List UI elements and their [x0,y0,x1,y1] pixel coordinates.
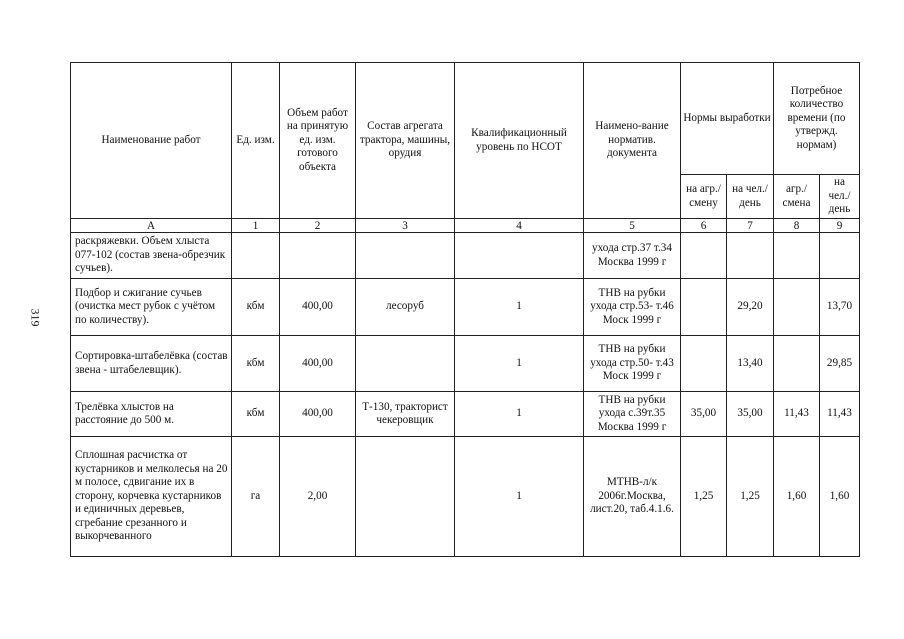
cell-composition [356,437,455,557]
cell-norm-agr [681,279,727,336]
cell-composition: Т-130, тракторист чекеровщик [356,392,455,437]
cell-document: ТНВ на рубки ухода с.39т.35 Москва 1999 г [584,392,681,437]
cell-document: ТНВ на рубки ухода стр.50- т.43 Моск 1999 г [584,336,681,392]
cell-time-man: 11,43 [820,392,860,437]
header-time-agr: агр./ смена [774,175,820,219]
cell-composition [356,336,455,392]
table-row [71,437,860,557]
header-time-group: Потребное количество времени (по утвержд. нормам) [774,63,860,175]
cell-work-name: Сплошная расчистка от кустарников и мелколесья на 20 м полосе, сдвигание их в сторону, корчевка кустарников и единичных деревьев, сгребание срезанного и выкорчеванного [71,437,232,557]
cell-qualification: 1 [455,392,584,437]
cell-work-name: Сортировка-штабелёвка (состав звена - штабелевщик). [71,336,232,392]
header-work-name: Наименование работ [71,63,232,219]
index-cell: 7 [727,219,774,233]
cell-time-agr: 11,43 [774,392,820,437]
header-norms-agr: на агр./ смену [681,175,727,219]
cell-time-man: 13,70 [820,279,860,336]
cell-unit: га [232,437,280,557]
index-cell: 9 [820,219,860,233]
cell-unit: кбм [232,392,280,437]
table-row [71,233,860,279]
index-cell: 2 [280,219,356,233]
index-cell: 3 [356,219,455,233]
cell-volume: 400,00 [280,392,356,437]
cell-qualification [455,233,584,279]
cell-time-man: 1,60 [820,437,860,557]
index-cell: А [71,219,232,233]
table-row [71,336,860,392]
cell-volume: 400,00 [280,336,356,392]
index-cell: 4 [455,219,584,233]
cell-norm-agr: 1,25 [681,437,727,557]
header-volume: Объем работ на принятую ед. изм. готового объекта [280,63,356,219]
cell-document: МТНВ-л/к 2006г.Москва, лист.20, таб.4.1.6. [584,437,681,557]
cell-time-agr [774,233,820,279]
cell-unit: кбм [232,336,280,392]
cell-time-agr [774,279,820,336]
cell-norm-man: 13,40 [727,336,774,392]
cell-work-name: Трелёвка хлыстов на расстояние до 500 м. [71,392,232,437]
cell-norm-agr [681,233,727,279]
cell-qualification: 1 [455,279,584,336]
header-qualification: Квалификационный уровень по НСОТ [455,63,584,219]
cell-document: ТНВ на рубки ухода стр.53- т.46 Моск 1999 г [584,279,681,336]
cell-time-agr: 1,60 [774,437,820,557]
header-norms-man: на чел./ день [727,175,774,219]
header-time-man: на чел./ день [820,175,860,219]
header-document: Наимено-вание норматив. документа [584,63,681,219]
header-composition: Состав агрегата трактора, машины, орудия [356,63,455,219]
cell-qualification: 1 [455,336,584,392]
cell-time-man: 29,85 [820,336,860,392]
table-row [71,392,860,437]
header-norms-group: Нормы выработки [681,63,774,175]
cell-norm-man: 35,00 [727,392,774,437]
works-table [70,62,860,557]
index-row [71,219,860,233]
page-number: 319 [28,308,43,327]
cell-unit: кбм [232,279,280,336]
cell-volume: 400,00 [280,279,356,336]
cell-work-name: Подбор и сжигание сучьев (очистка мест рубок с учётом по количеству). [71,279,232,336]
cell-unit [232,233,280,279]
cell-qualification: 1 [455,437,584,557]
index-cell: 8 [774,219,820,233]
header-unit: Ед. изм. [232,63,280,219]
index-cell: 6 [681,219,727,233]
cell-norm-agr: 35,00 [681,392,727,437]
cell-norm-man: 1,25 [727,437,774,557]
header-row-1 [71,63,860,175]
cell-norm-man: 29,20 [727,279,774,336]
cell-composition [356,233,455,279]
cell-volume [280,233,356,279]
index-cell: 1 [232,219,280,233]
cell-norm-man [727,233,774,279]
cell-work-name: раскряжевки. Объем хлыста 077-102 (состав звена-обрезчик сучьев). [71,233,232,279]
cell-composition: лесоруб [356,279,455,336]
cell-volume: 2,00 [280,437,356,557]
index-cell: 5 [584,219,681,233]
cell-time-agr [774,336,820,392]
cell-document: ухода стр.37 т.34 Москва 1999 г [584,233,681,279]
cell-time-man [820,233,860,279]
cell-norm-agr [681,336,727,392]
table-row [71,279,860,336]
